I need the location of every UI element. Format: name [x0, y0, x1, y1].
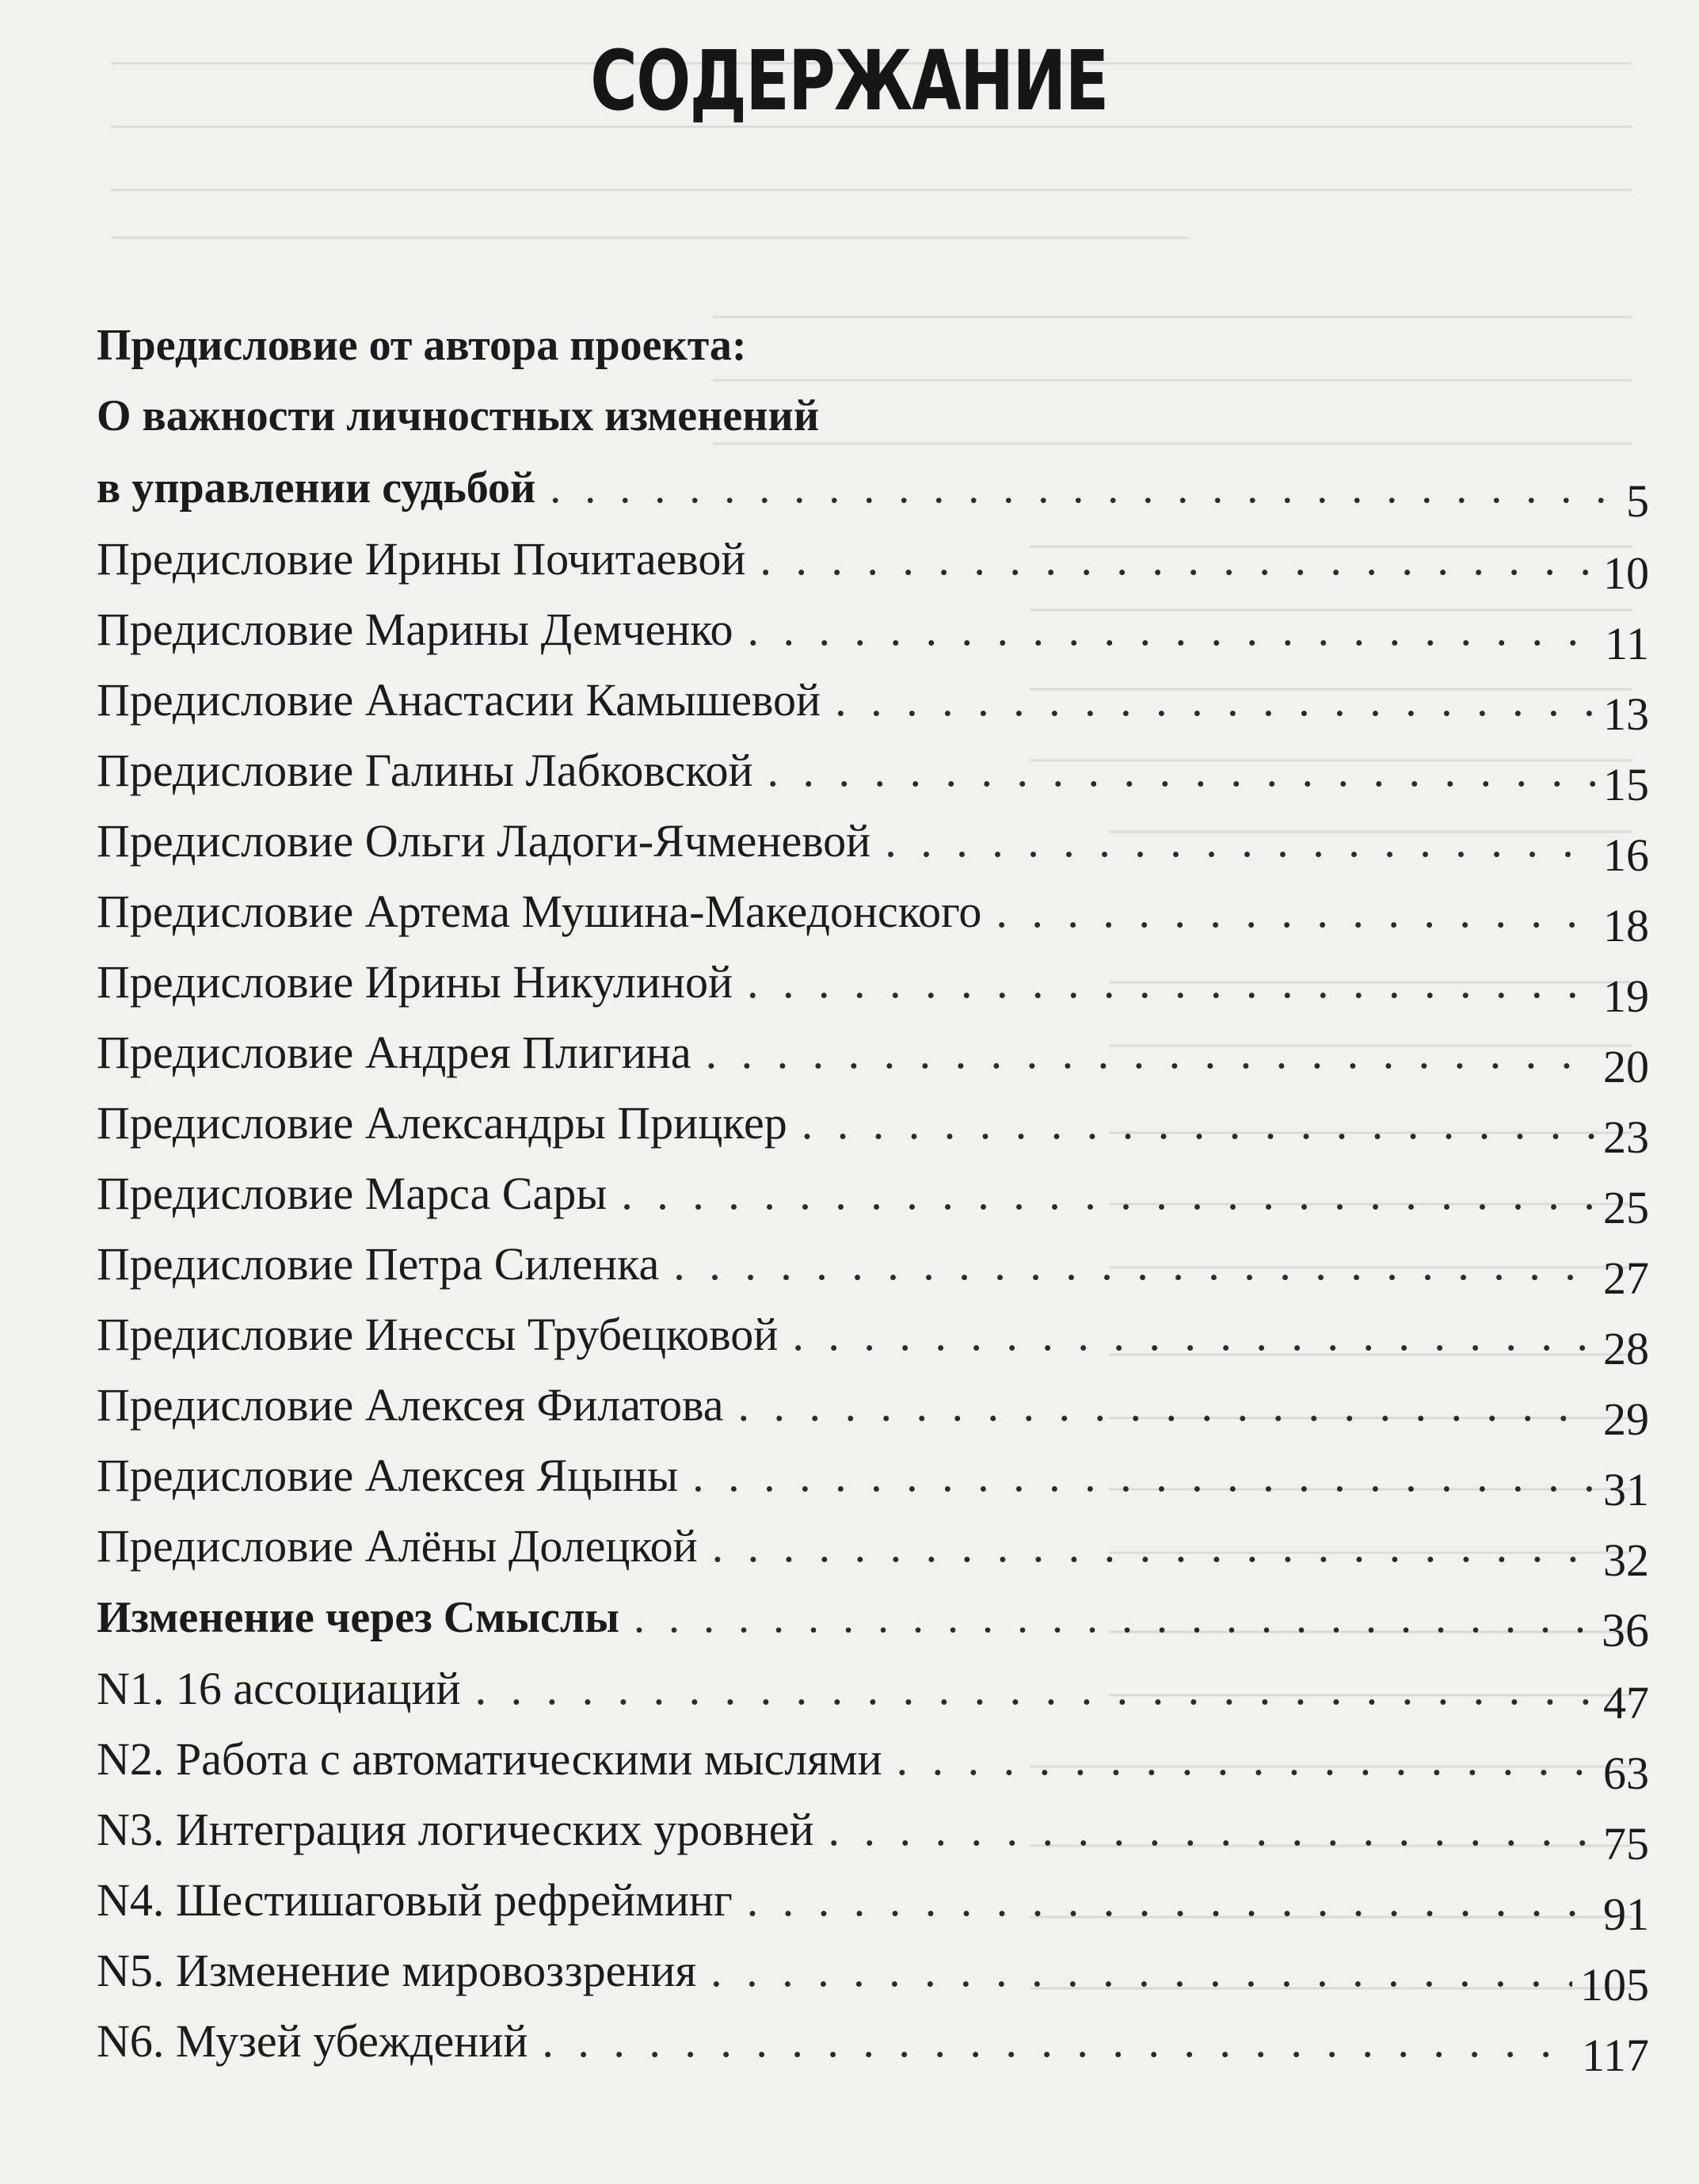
toc-entry-label: N5. Изменение мировоззрения [97, 1945, 697, 1996]
dot-leader [673, 1229, 1595, 1299]
toc-entry-page: 105 [1580, 1959, 1649, 2011]
toc-entry [97, 2006, 1649, 2081]
dot-leader [747, 1865, 1595, 1935]
toc-entry-label: Предисловие Алексея Филатова [97, 1379, 724, 1431]
toc-entry-page: 23 [1603, 1111, 1649, 1163]
toc-entry-page: 117 [1582, 2030, 1649, 2081]
dot-leader [996, 876, 1595, 947]
toc-entry-label: N4. Шестишаговый рефрейминг [97, 1874, 733, 1926]
dot-leader [897, 1724, 1595, 1794]
page-title: СОДЕРЖАНИЕ [590, 32, 1108, 129]
toc-entry [97, 1724, 1649, 1799]
toc-entry-page: 16 [1603, 829, 1649, 881]
toc-entry-page: 10 [1603, 547, 1649, 599]
toc-entry [97, 594, 1649, 669]
toc-entry-page: 27 [1603, 1252, 1649, 1304]
toc-entry-label: Предисловие Алёны Долецкой [97, 1520, 698, 1572]
dot-leader [885, 806, 1595, 876]
toc-entry-page: 75 [1603, 1818, 1649, 1870]
preface-heading-line-2 [97, 381, 1649, 452]
toc-entry-label: Предисловие Ирины Никулиной [97, 956, 733, 1008]
toc-entry-label: Предисловие Алексея Яцыны [97, 1450, 679, 1501]
toc-entry-page: 36 [1602, 1604, 1649, 1656]
toc-entry [97, 1581, 1649, 1656]
toc-entry [97, 1088, 1649, 1163]
toc-entry-page: 31 [1603, 1464, 1649, 1515]
preface-heading-text-1: Предисловие от автора проекта: [97, 321, 747, 370]
dot-leader [692, 1440, 1595, 1511]
dot-leader [634, 1583, 1594, 1653]
table-of-contents [97, 311, 1649, 2081]
dot-leader [706, 1017, 1595, 1088]
toc-entry [97, 665, 1649, 740]
toc-entry-label: Изменение через Смыслы [97, 1593, 620, 1642]
toc-entry-page: 11 [1605, 618, 1649, 669]
toc-entry-page: 15 [1603, 759, 1649, 810]
toc-entry-page: 19 [1603, 970, 1649, 1022]
dot-leader [767, 735, 1595, 806]
dot-leader [829, 1794, 1596, 1865]
dot-leader [760, 524, 1595, 594]
toc-entry-page: 28 [1603, 1323, 1649, 1374]
toc-entry [97, 735, 1649, 810]
toc-entry [97, 806, 1649, 881]
dot-leader [748, 594, 1598, 665]
toc-entry [97, 1440, 1649, 1515]
toc-entry [97, 1158, 1649, 1233]
toc-entry-label: Предисловие Ольги Ладоги-Ячменевой [97, 815, 871, 867]
toc-entry-label: N1. 16 ассоциаций [97, 1663, 461, 1714]
toc-entry-page: 91 [1603, 1889, 1649, 1940]
toc-entry-label: Предисловие Анастасии Камышевой [97, 674, 821, 726]
toc-entry [97, 1299, 1649, 1374]
dot-leader [621, 1158, 1595, 1229]
toc-entry [97, 1370, 1649, 1445]
toc-entries [97, 524, 1649, 2081]
dot-leader [475, 1653, 1595, 1724]
dot-leader [550, 453, 1618, 524]
toc-entry-page: 20 [1603, 1041, 1649, 1092]
toc-entry [97, 947, 1649, 1022]
toc-entry-label: Предисловие Галины Лабковской [97, 745, 753, 796]
dot-leader [712, 1511, 1595, 1581]
toc-entry-label: Предисловие Марса Сары [97, 1168, 608, 1219]
dot-leader [792, 1299, 1595, 1370]
toc-entry-page: 63 [1603, 1748, 1649, 1799]
toc-entry-label: Предисловие Инессы Трубецковой [97, 1309, 779, 1360]
dot-leader [802, 1088, 1595, 1158]
toc-entry [97, 1935, 1649, 2011]
dot-leader [835, 665, 1595, 735]
dot-leader [747, 947, 1595, 1017]
toc-entry [97, 1794, 1649, 1870]
toc-entry-label: Предисловие Марины Демченко [97, 604, 733, 655]
preface-heading-text-2: О важности личностных изменений [97, 391, 820, 440]
toc-entry-label: Предисловие Александры Прицкер [97, 1097, 787, 1149]
toc-entry-page: 25 [1603, 1182, 1649, 1233]
toc-entry-page: 18 [1603, 900, 1649, 951]
toc-entry-page: 29 [1603, 1393, 1649, 1445]
toc-entry-label: Предисловие Ирины Почитаевой [97, 533, 746, 585]
toc-entry-label: N6. Музей убеждений [97, 2015, 528, 2067]
toc-entry [97, 876, 1649, 951]
toc-entry-page: 32 [1603, 1534, 1649, 1586]
preface-heading-page: 5 [1626, 475, 1649, 527]
preface-heading-line-1 [97, 311, 1649, 381]
preface-heading-line-3 [97, 452, 1649, 527]
toc-entry-label: N2. Работа с автоматическими мыслями [97, 1733, 882, 1785]
toc-entry-label: Предисловие Петра Силенка [97, 1238, 660, 1290]
preface-heading-text-3: в управлении судьбой [97, 463, 536, 513]
toc-entry [97, 1865, 1649, 1940]
toc-entry-page: 47 [1603, 1677, 1649, 1729]
toc-entry-label: Предисловие Артема Мушина-Македонского [97, 886, 982, 937]
dot-leader [737, 1370, 1595, 1440]
toc-entry [97, 1017, 1649, 1092]
toc-entry-page: 13 [1603, 688, 1649, 740]
toc-entry-label: Предисловие Андрея Плигина [97, 1027, 691, 1078]
toc-entry [97, 1653, 1649, 1729]
toc-entry [97, 524, 1649, 599]
toc-entry [97, 1229, 1649, 1304]
toc-entry [97, 1511, 1649, 1586]
toc-entry-label: N3. Интеграция логических уровней [97, 1804, 814, 1855]
dot-leader [710, 1935, 1572, 2006]
dot-leader [542, 2006, 1574, 2076]
